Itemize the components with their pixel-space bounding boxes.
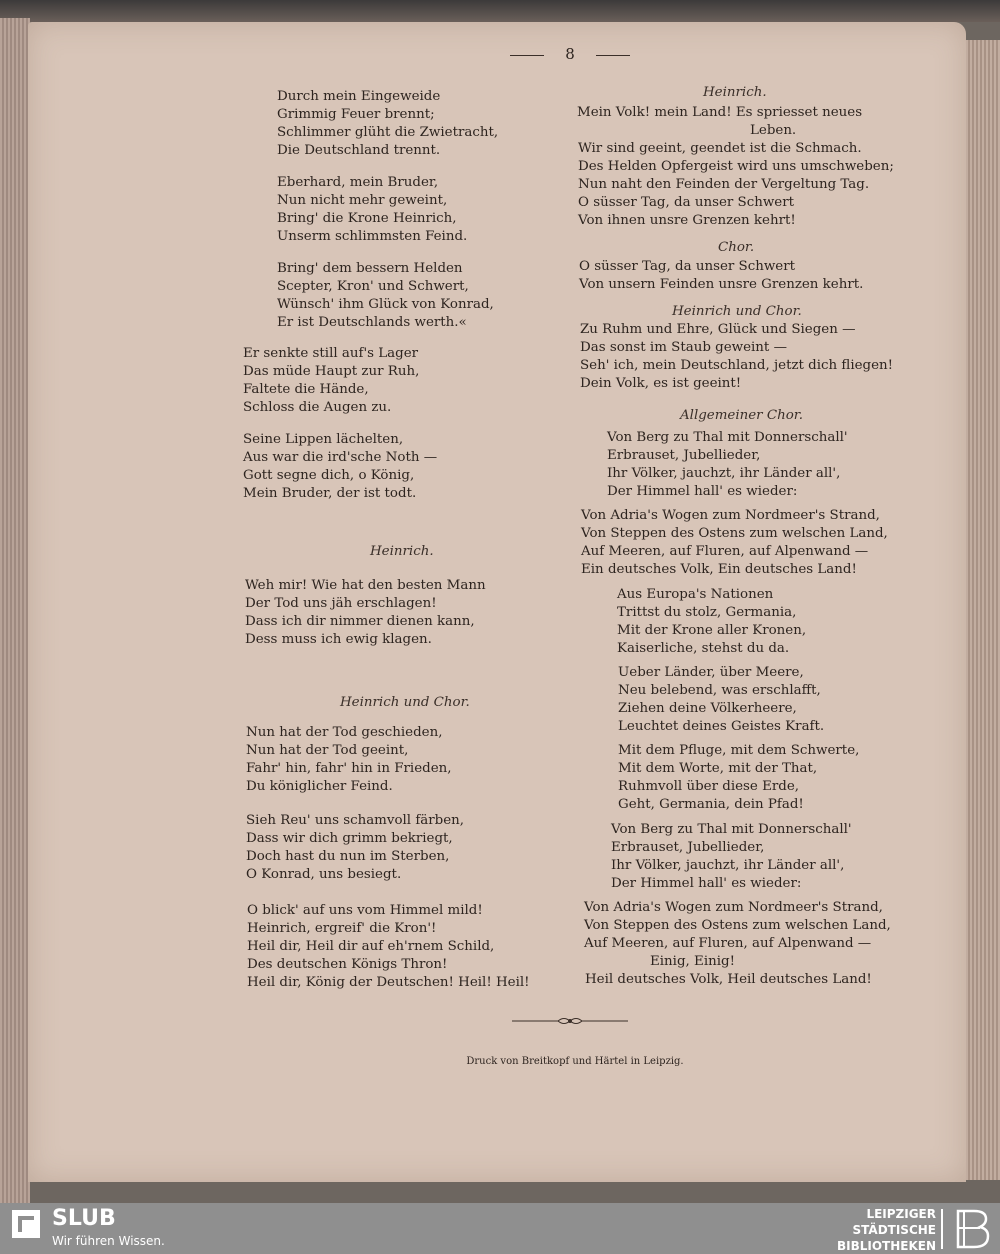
book-left-edge: [0, 18, 30, 1203]
verse-line: Doch hast du nun im Sterben,: [246, 849, 450, 864]
verse-line: Von unsern Feinden unsre Grenzen kehrt.: [579, 277, 864, 292]
verse-line: Schloss die Augen zu.: [243, 400, 392, 415]
verse-line: Nun naht den Feinden der Vergeltung Tag.: [578, 177, 870, 192]
book-top-edge: [0, 0, 1000, 22]
verse-line: Das müde Haupt zur Ruh,: [243, 364, 420, 379]
verse-line: Von Steppen des Ostens zum welschen Land,: [584, 918, 891, 933]
verse-line: Bring' dem bessern Helden: [277, 261, 463, 276]
library-line: STÄDTISCHE: [852, 1223, 936, 1237]
verse-line: Von Steppen des Ostens zum welschen Land,: [581, 526, 888, 541]
verse-line: Heil deutsches Volk, Heil deutsches Land!: [585, 972, 872, 987]
verse-line: Ein deutsches Volk, Ein deutsches Land!: [581, 562, 857, 577]
verse-line: Mit dem Worte, mit der That,: [618, 761, 818, 776]
page-number: 8: [500, 45, 640, 63]
verse-line: Durch mein Eingeweide: [277, 89, 441, 104]
verse-line: Seine Lippen lächelten,: [243, 432, 404, 447]
verse-line: Von ihnen unsre Grenzen kehrt!: [578, 213, 796, 228]
verse-line: Nun hat der Tod geschieden,: [246, 725, 443, 740]
verse-line: Neu belebend, was erschlafft,: [618, 683, 821, 698]
verse-line: Wir sind geeint, geendet ist die Schmach.: [578, 141, 862, 156]
footer-bar: [0, 1203, 1000, 1254]
verse-line: Zu Ruhm und Ehre, Glück und Siegen —: [580, 322, 856, 337]
verse-line: Heil dir, König der Deutschen! Heil! Heil!: [247, 975, 530, 990]
verse-line: Gott segne dich, o König,: [243, 468, 415, 483]
verse-line: Schlimmer glüht die Zwietracht,: [277, 125, 499, 140]
verse-line: Leuchtet deines Geistes Kraft.: [618, 719, 825, 734]
verse-line: Aus war die ird'sche Noth —: [243, 450, 438, 465]
verse-line: Erbrauset, Jubellieder,: [607, 448, 761, 463]
verse-line: Der Tod uns jäh erschlagen!: [245, 596, 437, 611]
library-name: [830, 1206, 936, 1254]
verse-line: Nun hat der Tod geeint,: [246, 743, 409, 758]
verse-line: Ruhmvoll über diese Erde,: [618, 779, 800, 794]
verse-line: Unserm schlimmsten Feind.: [277, 229, 468, 244]
verse-line: Einig, Einig!: [650, 954, 735, 969]
verse-line: Aus Europa's Nationen: [617, 587, 774, 602]
verse-line: Mein Bruder, der ist todt.: [243, 486, 417, 501]
verse-line: Kaiserliche, stehst du da.: [617, 641, 790, 656]
verse-line: Trittst du stolz, Germania,: [617, 605, 797, 620]
verse-line: Heinrich, ergreif' die Kron'!: [247, 921, 437, 936]
verse-line: Er ist Deutschlands werth.«: [277, 315, 467, 330]
verse-line: Eberhard, mein Bruder,: [277, 175, 439, 190]
slub-subtitle: Wir führen Wissen.: [52, 1234, 165, 1248]
verse-line: O blick' auf uns vom Himmel mild!: [247, 903, 483, 918]
library-line: BIBLIOTHEKEN: [836, 1239, 936, 1253]
library-logo-icon: [950, 1207, 994, 1251]
section-heading: Chor.: [718, 240, 755, 255]
verse-line: O süsser Tag, da unser Schwert: [578, 195, 794, 210]
verse-line: Des Helden Opfergeist wird uns umschweben;: [578, 159, 894, 174]
verse-line: Grimmig Feuer brennt;: [277, 107, 435, 122]
section-heading: Heinrich.: [703, 85, 767, 100]
library-line: LEIPZIGER: [866, 1207, 936, 1221]
verse-line: Dass ich dir nimmer dienen kann,: [245, 614, 475, 629]
verse-line: Des deutschen Königs Thron!: [247, 957, 448, 972]
verse-line: Ziehen deine Völkerheere,: [618, 701, 797, 716]
verse-line: Leben.: [750, 123, 797, 138]
verse-line: Dein Volk, es ist geeint!: [580, 376, 742, 391]
book-page: [28, 22, 966, 1182]
verse-line: Dass wir dich grimm bekriegt,: [246, 831, 453, 846]
verse-line: Von Berg zu Thal mit Donnerschall': [607, 430, 848, 445]
verse-line: Bring' die Krone Heinrich,: [277, 211, 457, 226]
verse-line: Mit der Krone aller Kronen,: [617, 623, 807, 638]
ornament-divider-icon: [510, 1014, 630, 1028]
verse-line: Mit dem Pfluge, mit dem Schwerte,: [618, 743, 860, 758]
verse-line: Das sonst im Staub geweint —: [580, 340, 787, 355]
verse-line: Ueber Länder, über Meere,: [618, 665, 804, 680]
verse-line: Dess muss ich ewig klagen.: [245, 632, 432, 647]
verse-line: Scepter, Kron' und Schwert,: [277, 279, 469, 294]
section-heading: Heinrich und Chor.: [672, 304, 802, 319]
verse-line: Ihr Völker, jauchzt, ihr Länder all',: [611, 858, 845, 873]
verse-line: Von Adria's Wogen zum Nordmeer's Strand,: [584, 900, 883, 915]
verse-line: Der Himmel hall' es wieder:: [607, 484, 798, 499]
verse-line: Wünsch' ihm Glück von Konrad,: [277, 297, 494, 312]
footer-separator: [941, 1209, 943, 1249]
verse-line: Weh mir! Wie hat den besten Mann: [245, 578, 486, 593]
page-stack-right: [962, 40, 1000, 1180]
verse-line: Fahr' hin, fahr' hin in Frieden,: [246, 761, 452, 776]
verse-line: Von Berg zu Thal mit Donnerschall': [611, 822, 852, 837]
verse-line: Von Adria's Wogen zum Nordmeer's Strand,: [581, 508, 880, 523]
verse-line: Die Deutschland trennt.: [277, 143, 441, 158]
verse-line: Der Himmel hall' es wieder:: [611, 876, 802, 891]
verse-line: Auf Meeren, auf Fluren, auf Alpenwand —: [584, 936, 872, 951]
verse-line: Heil dir, Heil dir auf eh'rnem Schild,: [247, 939, 495, 954]
verse-line: Mein Volk! mein Land! Es spriesset neues: [577, 105, 863, 120]
printer-imprint: Druck von Breitkopf und Härtel in Leipzig.: [466, 1056, 684, 1067]
verse-line: Auf Meeren, auf Fluren, auf Alpenwand —: [581, 544, 869, 559]
verse-line: Geht, Germania, dein Pfad!: [618, 797, 804, 812]
section-heading: Allgemeiner Chor.: [680, 408, 803, 423]
verse-line: Seh' ich, mein Deutschland, jetzt dich fliegen!: [580, 358, 894, 373]
section-heading: Heinrich.: [370, 544, 434, 559]
verse-line: Du königlicher Feind.: [246, 779, 393, 794]
verse-line: Nun nicht mehr geweint,: [277, 193, 448, 208]
verse-line: Er senkte still auf's Lager: [243, 346, 419, 361]
verse-line: O süsser Tag, da unser Schwert: [579, 259, 795, 274]
verse-line: O Konrad, uns besiegt.: [246, 867, 402, 882]
verse-line: Sieh Reu' uns schamvoll färben,: [246, 813, 465, 828]
verse-line: Ihr Völker, jauchzt, ihr Länder all',: [607, 466, 841, 481]
section-heading: Heinrich und Chor.: [340, 695, 470, 710]
slub-title: SLUB: [52, 1206, 116, 1231]
verse-line: Erbrauset, Jubellieder,: [611, 840, 765, 855]
slub-logo-icon: [12, 1210, 40, 1238]
verse-line: Faltete die Hände,: [243, 382, 369, 397]
